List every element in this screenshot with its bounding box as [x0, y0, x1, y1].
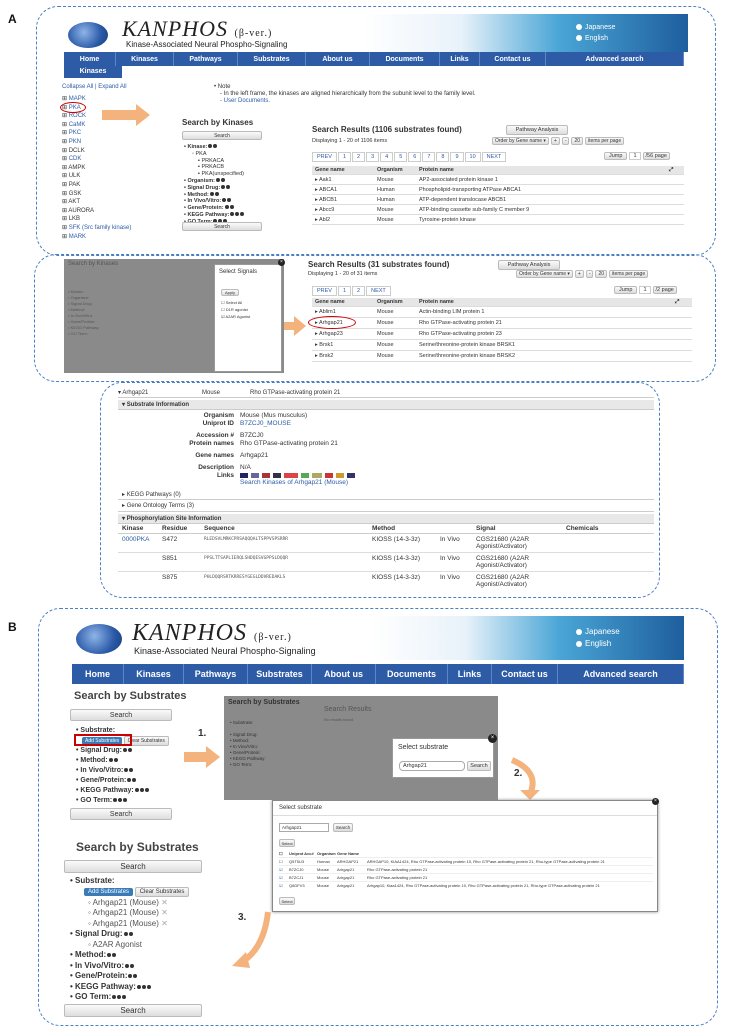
tree-item[interactable]: ⊞ ROCK — [62, 113, 87, 120]
select-button-bottom[interactable]: Select — [279, 897, 295, 905]
select-signals-dialog — [214, 264, 282, 372]
curved-arrow-icon — [228, 908, 274, 972]
pka-highlight-circle — [60, 102, 86, 113]
search-by-kinases-title: Search by Kinases — [182, 118, 254, 127]
substrate-filters: • Substrate: Add Substrates Clear Substrates • Signal Drug: • Method: • In Vivo/Vitro: • Gene/Protein: • KEGG Pathway: • GO Term: — [76, 726, 169, 806]
nav-kinases[interactable]: Kinases — [116, 52, 174, 66]
substrate-info-section[interactable]: ▾ Substrate Information — [118, 400, 654, 410]
table-row[interactable]: ▸ Arhgap23 Mouse Rho GTPase-activating protein 23 — [312, 329, 692, 340]
table-row[interactable]: ▸ Abl2 Mouse Tyrosine-protein kinase — [312, 215, 684, 225]
nav-substrates[interactable]: Substrates — [238, 52, 306, 66]
substrate-input[interactable]: Arhgap21 — [399, 761, 465, 771]
clear-substrates-button[interactable]: Clear Substrates — [124, 736, 169, 746]
page-link[interactable]: 9 — [450, 152, 463, 162]
close-icon[interactable]: × — [652, 798, 659, 805]
order-controls — [516, 270, 648, 278]
jump-button[interactable]: Jump — [604, 152, 627, 160]
clear-substrates-button[interactable]: Clear Substrates — [135, 887, 190, 897]
main-nav — [64, 52, 684, 66]
phospho-section[interactable]: ▾ Phosphorylation Site Information — [118, 514, 654, 524]
page-link[interactable]: 5 — [394, 152, 407, 162]
kegg-section[interactable]: ▸ KEGG Pathways (0) — [118, 490, 654, 500]
results-title: Search Results (31 substrates found) — [308, 260, 450, 269]
step-3-label: 3. — [238, 912, 247, 923]
order-asc-button[interactable]: + — [551, 137, 560, 145]
tree-item[interactable]: ⊞ AKT — [62, 199, 81, 206]
curved-arrow-icon — [506, 756, 546, 800]
dialog-search-button[interactable]: Search — [467, 761, 491, 771]
nav-documents[interactable]: Documents — [370, 52, 440, 66]
nav-substrates[interactable]: Substrates — [248, 664, 312, 684]
tree-item[interactable]: ⊞ PKN — [62, 138, 82, 145]
selected-substrate: ◦ Arhgap21 (Mouse) ✕ — [88, 908, 168, 917]
tree-item[interactable]: ⊞ ULK — [62, 173, 81, 180]
nav-links[interactable]: Links — [440, 52, 480, 66]
tree-item[interactable]: ⊞ SFK (Src family kinase) — [62, 224, 132, 231]
tree-item[interactable]: ⊞ GSK — [62, 190, 82, 197]
select-all-checkbox[interactable]: ☐ Select All — [221, 300, 243, 305]
step-1-label: 1. — [198, 728, 207, 739]
order-controls — [492, 137, 624, 145]
pagination — [312, 286, 392, 296]
select-substrate-large-dialog: Select substrate Arhgap21 Search Select ☐ Uniprot Acc# Organism Gene Name ☐ Q5T5U3 Human ARHGAP21 ARHGAP10, KIAA1424, Rho GTPase-activating protein 10, Rho GTPase-activating protein 21, Rho-type GTPase-activating protein 21 ☑ B7ZCJ0 Mouse Arhgap21 Rho GTPase-activating protein 21 ☑ B7ZCJ1 Mouse Arhgap21 Rho GTPase-activating protein 21 ☑ Q6DFV3 Mouse Arhgap21 Arhgap10, Kiaa1424, Rho GTPase-activating protein 10, Rho GTPase-activating protein 21, Rho-type GTPase-activating protein 21 Select — [272, 800, 658, 912]
external-link-icons[interactable] — [240, 472, 355, 479]
page-link[interactable]: 4 — [380, 152, 393, 162]
page-link[interactable]: 2 — [352, 152, 365, 162]
arhgap21-highlight-circle — [308, 316, 356, 329]
jump-input[interactable]: 1 — [639, 286, 650, 294]
site-header — [72, 616, 684, 660]
arrow-head-icon — [206, 746, 220, 768]
user-documents-link[interactable]: - User Documents. — [220, 98, 271, 104]
kinase-search-button-top[interactable]: Search — [182, 131, 262, 140]
arrow-right-icon — [102, 110, 136, 120]
header-banner — [364, 14, 688, 52]
site-subtitle: Kinase-Associated Neural Phospho-Signaling — [126, 40, 288, 49]
add-substrates-highlight — [74, 734, 132, 746]
page-count: /2 page — [653, 286, 677, 294]
page-prev[interactable]: PREV — [312, 152, 337, 162]
candidate-header: ☐ Uniprot Acc# Organism Gene Name — [279, 851, 360, 856]
brain-logo-icon — [68, 22, 108, 48]
nav-advanced-search[interactable]: Advanced search — [558, 664, 684, 684]
collapse-expand[interactable]: Collapse All | Expand All — [62, 84, 127, 90]
jump-controls — [604, 152, 670, 160]
main-nav — [72, 664, 684, 684]
page-link[interactable]: 7 — [422, 152, 435, 162]
results-table — [312, 298, 692, 362]
close-icon[interactable]: × — [488, 734, 497, 743]
dimmed-substrate-screen: Search by Substrates Search Results No results found. • Substrate: • Signal Drug: • Method: • In Vivo/Vitro: • Gene/Protein: • KEGG Pathway: • GO Term: — [224, 696, 498, 800]
lang-japanese[interactable]: Japanese — [576, 626, 620, 638]
detail-row-header[interactable]: ▾ Arhgap21 Mouse Rho GTPase-activating protein 21 — [118, 388, 654, 398]
arrow-right-icon — [284, 322, 294, 330]
page-link[interactable]: 1 — [338, 286, 351, 296]
candidate-row[interactable]: ☐ Q5T5U3 Human ARHGAP21 ARHGAP10, KIAA1424, Rho GTPase-activating protein 10, Rho GTPase-activating protein 21, Rho-type GTPase-activating protein 21 — [279, 857, 653, 865]
pagination — [312, 152, 507, 162]
apply-button[interactable]: Apply — [221, 289, 239, 296]
nav-pathways[interactable]: Pathways — [174, 52, 238, 66]
per-page-select[interactable]: 20 — [571, 137, 583, 145]
page-next[interactable]: NEXT — [482, 152, 507, 162]
jump-button[interactable]: Jump — [614, 286, 637, 294]
panel-label-b: B — [8, 620, 17, 634]
a2ar-checkbox[interactable]: ☑ A2AR Agonist — [221, 314, 251, 319]
dialog-title: Select Signals — [219, 269, 258, 275]
add-substrates-button[interactable]: Add Substrates — [82, 737, 122, 745]
tree-item-pka[interactable]: ⊞ PKA — [62, 104, 81, 111]
step-2-label: 2. — [514, 768, 523, 779]
table-row-arhgap21[interactable]: ▸ Arhgap21 Mouse Rho GTPase-activating protein 21 — [312, 318, 692, 329]
selected-substrate: ◦ Arhgap21 (Mouse) ✕ — [88, 918, 168, 928]
remove-icon[interactable]: ✕ — [161, 908, 168, 917]
final-search-button[interactable]: Search — [64, 1004, 202, 1017]
nav-about[interactable]: About us — [312, 664, 376, 684]
tree-item[interactable]: ⊞ CDK — [62, 156, 82, 163]
jump-controls — [614, 286, 677, 294]
page-link[interactable]: 6 — [408, 152, 421, 162]
tree-item[interactable]: ⊞ CaMK — [62, 121, 86, 128]
nav-contact[interactable]: Contact us — [492, 664, 558, 684]
nav-about[interactable]: About us — [306, 52, 370, 66]
tree-item[interactable]: ⊞ MARK — [62, 233, 87, 240]
per-page-label: items per page — [585, 137, 624, 145]
kinase-filters: • Kinase: ◦ PKA ▪ PRKACA ▪ PRKACB ▪ PKA(unspecified) • Organism: • Signal Drug: • Method: • In Vivo/Vitro: • Gene/Protein: • KEGG Pathway: — [184, 144, 244, 226]
tree-item[interactable]: ⊞ AMPK — [62, 164, 86, 171]
table-row[interactable]: ▸ Brsk1 Mouse Serine/threonine-protein kinase BRSK1 — [312, 340, 692, 351]
displaying-count: Displaying 1 - 20 of 31 items — [308, 271, 378, 277]
displaying-count: Displaying 1 - 20 of 1106 items — [312, 138, 388, 144]
search-kinases-link[interactable]: Search Kinases of Arhgap21 (Mouse) — [240, 479, 349, 486]
nav-kinases[interactable]: Kinases — [124, 664, 184, 684]
per-page-select[interactable]: 20 — [595, 270, 607, 278]
page-link[interactable]: 1 — [338, 152, 351, 162]
final-search-button-top[interactable]: Search — [64, 860, 202, 873]
selected-signal: ◦ A2AR Agonist — [88, 939, 142, 949]
results-title: Search Results (1106 substrates found) — [312, 125, 462, 134]
tree-item[interactable]: ⊞ AURORA — [62, 207, 95, 214]
table-row[interactable]: ▸ Ablim1 Mouse Actin-binding LIM protein 1 — [312, 307, 692, 318]
close-icon[interactable]: × — [278, 259, 285, 266]
page-link[interactable]: 3 — [366, 152, 379, 162]
language-switch — [576, 22, 615, 44]
page-next[interactable]: NEXT — [366, 286, 391, 296]
select-button[interactable]: Select — [279, 839, 295, 847]
nav-home[interactable]: Home — [72, 664, 124, 684]
tree-item[interactable]: ⊞ MAPK — [62, 96, 86, 102]
order-asc-button[interactable]: + — [575, 270, 584, 278]
order-by-select[interactable]: Order by Gene name ▾ — [492, 137, 549, 145]
lang-english[interactable]: English — [576, 33, 615, 44]
select-substrate-dialog: Select substrate Arhgap21 Search — [392, 738, 494, 778]
nav-advanced-search[interactable]: Advanced search — [546, 52, 684, 66]
uniprot-link[interactable]: B7ZCJ0_MOUSE — [240, 420, 291, 427]
candidate-row[interactable]: ☑ B7ZCJ1 Mouse Arhgap21 Rho GTPase-activating protein 21 — [279, 873, 653, 881]
results-table — [312, 166, 684, 225]
order-desc-button[interactable]: - — [586, 270, 594, 278]
pathway-analysis-button[interactable]: Pathway Analysis — [498, 260, 560, 270]
phospho-row[interactable]: S875 PHLDQQRSRTKRRESYGEGLDDVREDAKLS KIOSS (14-3-3z) In Vivo CGS21680 (A2AR Agonist/Activator) — [162, 574, 530, 588]
tree-item[interactable]: ⊞ PAK — [62, 181, 81, 188]
candidate-row[interactable]: ☑ Q6DFV3 Mouse Arhgap21 Arhgap10, Kiaa1424, Rho GTPase-activating protein 10, Rho GTPase-activating protein 21, Rho-type GTPase-activating protein 21 — [279, 881, 653, 889]
brain-logo-icon — [76, 624, 122, 654]
site-logo[interactable]: KANPHOS (β-ver.) — [122, 16, 273, 41]
phospho-table — [118, 524, 654, 591]
page-link[interactable]: 8 — [436, 152, 449, 162]
search-by-substrates-title: Search by Substrates — [74, 690, 187, 702]
phospho-row[interactable]: S851 PPSLTTSAPLIERQLSHDQESVGPPSLDQQR KIOSS (14-3-3z) In Vivo CGS21680 (A2AR Agonist/Activator) — [118, 553, 654, 572]
nav-contact[interactable]: Contact us — [480, 52, 546, 66]
arrow-head-icon — [136, 104, 150, 126]
selected-substrate: ◦ Arhgap21 (Mouse) ✕ — [88, 897, 168, 907]
table-row[interactable]: ▸ Brsk2 Mouse Serine/threonine-protein kinase BRSK2 — [312, 351, 692, 362]
table-header: Gene name Organism Protein name ⤢ — [312, 166, 684, 175]
panel-label-a: A — [8, 12, 17, 26]
substrate-detail — [118, 388, 654, 591]
page-link[interactable]: 10 — [465, 152, 481, 162]
remove-icon[interactable]: ✕ — [161, 897, 168, 907]
pathway-analysis-button[interactable]: Pathway Analysis — [506, 125, 568, 135]
language-switch — [576, 626, 620, 650]
header-banner — [372, 616, 684, 660]
final-search-title: Search by Substrates — [76, 840, 199, 854]
substrate-input[interactable]: Arhgap21 — [279, 823, 329, 832]
site-header — [64, 14, 684, 52]
remove-icon[interactable]: ✕ — [161, 918, 168, 928]
tree-item[interactable]: ⊞ LKB — [62, 216, 81, 223]
dimmed-filters: • Substrate: • Signal Drug: • Method: • In Vivo/Vitro: • Gene/Protein: • KEGG Pathway: • GO Term: — [230, 720, 266, 767]
site-logo[interactable]: KANPHOS (β-ver.) — [132, 620, 292, 646]
nav-links[interactable]: Links — [448, 664, 492, 684]
nav-pathways[interactable]: Pathways — [184, 664, 248, 684]
tree-item[interactable]: ⊞ PKC — [62, 130, 82, 137]
phospho-row[interactable]: 0000PKA S472 RLEDSVLMRKCPRSAQQQALTSPPVSPSRRR KIOSS (14-3-3z) In Vivo CGS21680 (A2AR Agonist/Activator) — [118, 534, 654, 553]
table-header: Gene name Organism Protein name ⤢ — [312, 298, 692, 307]
lang-english[interactable]: English — [576, 638, 620, 650]
go-section[interactable]: ▸ Gene Ontology Terms (3) — [118, 500, 654, 512]
page-link[interactable]: 2 — [352, 286, 365, 296]
dimmed-search-screen: Search by Kinases • Kinase: • Organism: • Signal Drug: • Method: • In Vivo/Vitro: • Gene/Protein: • KEGG Pathway: • GO Term: — [64, 259, 284, 373]
page-count: /56 page — [643, 152, 670, 160]
candidate-row[interactable]: ☑ B7ZCJ0 Mouse Arhgap21 Rho GTPase-activating protein 21 — [279, 865, 653, 873]
final-substrate-filters: • Substrate: Add Substrates Clear Substrates ◦ Arhgap21 (Mouse) ✕ ◦ Arhgap21 (Mouse) ✕ ◦ Arhgap21 (Mouse) ✕ • Signal Drug: ◦ A2AR Agonist • Method: • In Vivo/Vitro: • Gene/Protein: • KEGG Pathway: • GO Term: — [70, 876, 189, 1003]
substrate-candidates — [279, 850, 653, 889]
d1r-checkbox[interactable]: ☐ D1R agonist — [221, 307, 248, 312]
substrate-info-body: Organism Uniprot ID Accession # Protein names Gene names Description Links Mouse (Mus musculus) B7ZCJ0_MOUSE B7ZCJ0 Rho GTPase-activating protein 21 Arhgap21 N/A Search Kinases of Arhgap21 (Mouse) — [118, 410, 654, 490]
arrow-head-icon — [294, 316, 306, 336]
kinase-search-button[interactable]: Search — [182, 222, 262, 231]
order-desc-button[interactable]: - — [562, 137, 570, 145]
add-substrates-button[interactable]: Add Substrates — [84, 888, 133, 896]
nav-kinases-active[interactable]: Kinases — [64, 66, 122, 78]
jump-input[interactable]: 1 — [629, 152, 640, 160]
nav-documents[interactable]: Documents — [376, 664, 448, 684]
order-by-select[interactable]: Order by Gene name ▾ — [516, 270, 573, 278]
note-block: • Note - In the left frame, the kinases are aligned hierarchically from the subunit level to the family level. - User Documents. — [214, 84, 476, 104]
table-row[interactable]: ▸ Aak1 Mouse AP2-associated protein kinase 1 — [312, 175, 684, 185]
site-subtitle: Kinase-Associated Neural Phospho-Signaling — [134, 646, 316, 656]
dimmed-filters: • Kinase: • Organism: • Signal Drug: • Method: • In Vivo/Vitro: • Gene/Protein: • KEGG Pathway: • GO Term: — [68, 289, 100, 336]
table-row[interactable]: ▸ Abcc9 Mouse ATP-binding cassette sub-family C member 9 — [312, 205, 684, 215]
page-prev[interactable]: PREV — [312, 286, 337, 296]
tree-item[interactable]: ⊞ DCLK — [62, 147, 85, 154]
dialog-search-button[interactable]: Search — [333, 823, 353, 832]
substrate-search-button-top[interactable]: Search — [70, 709, 172, 721]
phospho-header: Kinase Residue Sequence Method Signal Chemicals — [118, 524, 654, 534]
per-page-label: items per page — [609, 270, 648, 278]
table-row[interactable]: ▸ ABCB1 Human ATP-dependent translocase ABCB1 — [312, 195, 684, 205]
nav-home[interactable]: Home — [64, 52, 116, 66]
substrate-search-button[interactable]: Search — [70, 808, 172, 820]
arrow-right-icon — [184, 752, 206, 762]
table-row[interactable]: ▸ ABCA1 Human Phospholipid-transporting ATPase ABCA1 — [312, 185, 684, 195]
lang-japanese[interactable]: Japanese — [576, 22, 615, 33]
